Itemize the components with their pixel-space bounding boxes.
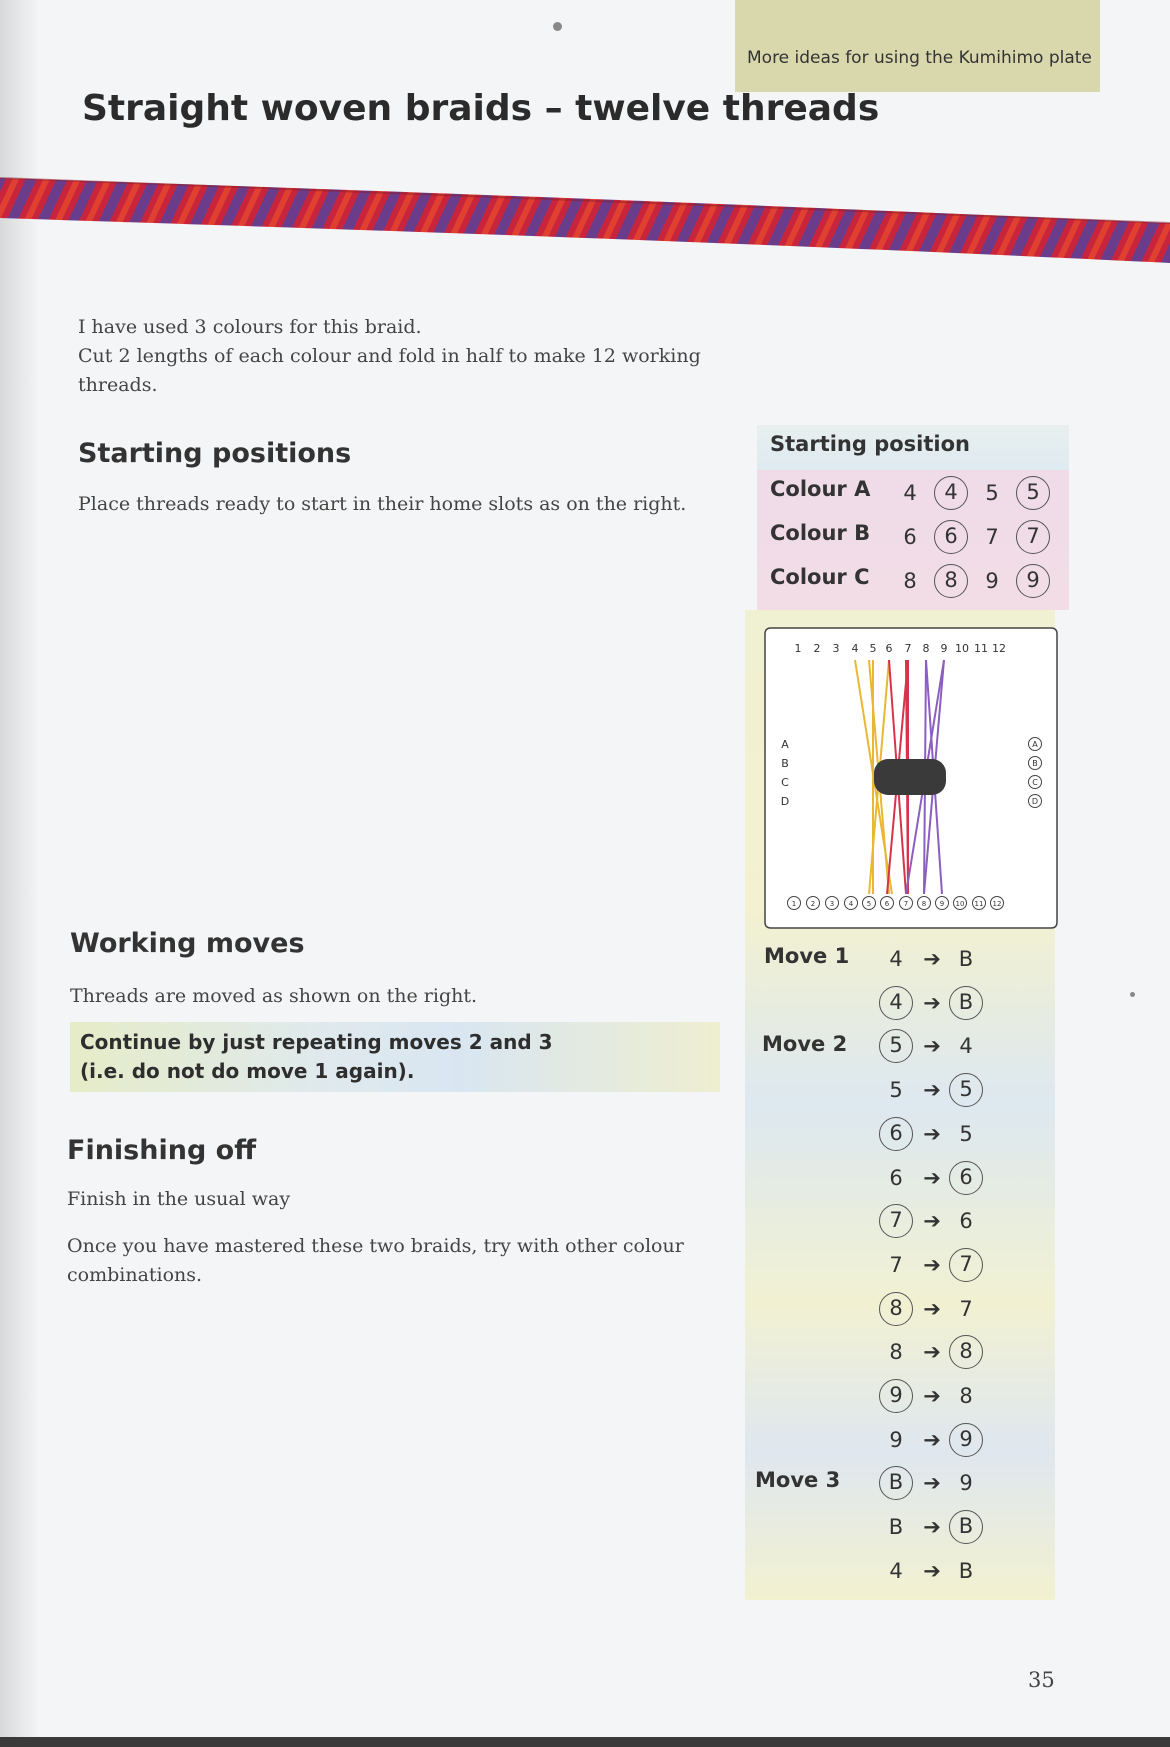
arrow-icon: ➔ (923, 1209, 941, 1234)
bottom-slot-number: 9 (939, 900, 945, 908)
header-tab (735, 0, 1100, 92)
arrow-icon: ➔ (923, 1121, 941, 1146)
move-to: B (949, 1510, 983, 1544)
bottom-slot-number: 10 (955, 900, 965, 908)
arrow-icon: ➔ (923, 1558, 941, 1583)
page-bottom-edge (0, 1737, 1170, 1747)
move-from: 8 (879, 1292, 913, 1326)
arrow-icon: ➔ (923, 1252, 941, 1277)
move2-label: Move 2 (762, 1032, 848, 1056)
move-from: 4 (889, 947, 903, 971)
move-to: B (949, 986, 983, 1020)
repeat-note (70, 1022, 720, 1092)
finishing-text2: Once you have mastered these two braids, try with other colour combinations. (67, 1235, 684, 1286)
top-slot-number: 11 (974, 642, 988, 655)
move-from: 6 (879, 1117, 913, 1151)
arrow-icon: ➔ (923, 1165, 941, 1190)
move-from: B (879, 1466, 913, 1500)
move-from: 8 (889, 1340, 903, 1365)
bottom-slot-number: 3 (829, 900, 835, 908)
move-to: 6 (949, 1161, 983, 1195)
bottom-slot-number: 1 (791, 900, 797, 908)
colour-a-label: Colour A (770, 477, 871, 501)
right-slot-letter: A (1032, 740, 1038, 749)
right-slot-letter: C (1032, 778, 1038, 787)
note-line1: Continue by just repeating moves 2 and 3 (80, 1030, 553, 1054)
move-to: 6 (959, 1209, 973, 1234)
move3-label: Move 3 (755, 1468, 841, 1492)
bottom-slot-number: 5 (866, 900, 872, 908)
colour-c-val3: 9 (985, 569, 999, 593)
move-from: 7 (879, 1204, 913, 1238)
move-from: 4 (879, 986, 913, 1020)
note-line2: (i.e. do not do move 1 again). (80, 1059, 415, 1083)
colour-a-val4: 5 (1016, 476, 1050, 510)
arrow-icon: ➔ (923, 1471, 941, 1496)
top-slot-number: 10 (955, 642, 969, 655)
top-slot-number: 6 (885, 642, 893, 655)
colour-a-val2: 4 (934, 476, 968, 510)
colour-b-label: Colour B (770, 521, 871, 545)
colour-b-val1: 6 (903, 525, 917, 549)
finishing-off-heading: Finishing off (67, 1135, 257, 1166)
right-slot-letter: D (1031, 797, 1039, 806)
finishing-text1: Finish in the usual way (67, 1188, 291, 1210)
move-to: 8 (949, 1335, 983, 1369)
colour-c-val2: 8 (934, 564, 968, 598)
starting-positions-heading: Starting positions (78, 438, 352, 469)
colour-a-val1: 4 (903, 481, 917, 505)
left-slot-letter: C (781, 776, 789, 789)
bottom-slot-number: 2 (810, 900, 816, 908)
move1-label: Move 1 (764, 944, 850, 968)
bottom-slot-number: 11 (974, 900, 984, 908)
move-from: 6 (889, 1165, 903, 1190)
left-slot-letter: B (781, 757, 789, 770)
colour-c-label: Colour C (770, 565, 870, 589)
colour-b-val3: 7 (985, 525, 999, 549)
arrow-icon: ➔ (923, 1340, 941, 1365)
colour-b-val2: 6 (934, 520, 968, 554)
top-slot-number: 12 (992, 642, 1006, 655)
page-title: Straight woven braids – twelve threads (82, 88, 880, 129)
move-to: 9 (949, 1423, 983, 1457)
colour-c-val4: 9 (1016, 564, 1050, 598)
left-slot-letter: D (780, 795, 790, 808)
arrow-icon: ➔ (923, 1384, 941, 1408)
arrow-icon: ➔ (923, 1034, 941, 1059)
header-tab-text: More ideas for using the Kumihimo plate (747, 48, 1092, 68)
move-from: B (888, 1515, 904, 1540)
top-slot-number: 4 (851, 642, 859, 655)
arrow-icon: ➔ (923, 1296, 941, 1321)
speck (553, 22, 562, 31)
move-from: 9 (889, 1427, 903, 1452)
plate-centre-hole (874, 759, 946, 795)
page-number: 35 (1028, 1668, 1055, 1692)
colour-a-val3: 5 (985, 481, 999, 505)
bottom-slot-number: 4 (848, 900, 854, 908)
braid-photo (0, 168, 1170, 278)
move-to: B (958, 947, 974, 971)
bottom-slot-number: 6 (884, 900, 890, 908)
top-slot-number: 1 (794, 642, 802, 655)
kumihimo-plate-diagram (757, 622, 1065, 932)
bottom-slot-number: 7 (903, 900, 909, 908)
move-to: 8 (959, 1384, 973, 1408)
arrow-icon: ➔ (923, 1078, 941, 1103)
top-slot-number: 7 (904, 642, 912, 655)
working-moves-text: Threads are moved as shown on the right. (70, 985, 478, 1007)
top-slot-number: 2 (813, 642, 821, 655)
move-to: 7 (959, 1296, 973, 1321)
starting-positions-text: Place threads ready to start in their home slots as on the right. (78, 493, 687, 515)
intro-line1: I have used 3 colours for this braid. (78, 316, 422, 338)
colour-b-val4: 7 (1016, 520, 1050, 554)
move-to: 5 (959, 1121, 973, 1146)
intro-line2: Cut 2 lengths of each colour and fold in half to make 12 working threads. (78, 345, 701, 396)
move-to: 5 (949, 1073, 983, 1107)
move-from: 5 (889, 1078, 903, 1103)
top-slot-number: 9 (940, 642, 948, 655)
working-moves-heading: Working moves (70, 928, 305, 959)
move-from: 5 (879, 1029, 913, 1063)
move-to: 4 (959, 1034, 973, 1059)
left-slot-letter: A (781, 738, 789, 751)
right-slot-letter: B (1032, 759, 1038, 768)
move-to: 9 (959, 1471, 973, 1496)
arrow-icon: ➔ (923, 990, 941, 1015)
move-from: 4 (889, 1558, 903, 1583)
top-slot-number: 8 (922, 642, 930, 655)
speck (1130, 992, 1135, 997)
arrow-icon: ➔ (923, 1515, 941, 1540)
move-to: 7 (949, 1248, 983, 1282)
bottom-slot-number: 8 (921, 900, 927, 908)
move-from: 7 (889, 1252, 903, 1277)
top-slot-number: 3 (832, 642, 840, 655)
move-from: 9 (879, 1379, 913, 1413)
move-to: B (958, 1558, 974, 1583)
starting-position-title: Starting position (770, 432, 970, 456)
bottom-slot-number: 12 (992, 900, 1002, 908)
colour-c-val1: 8 (903, 569, 917, 593)
arrow-icon: ➔ (923, 947, 941, 971)
top-slot-number: 5 (869, 642, 877, 655)
arrow-icon: ➔ (923, 1427, 941, 1452)
